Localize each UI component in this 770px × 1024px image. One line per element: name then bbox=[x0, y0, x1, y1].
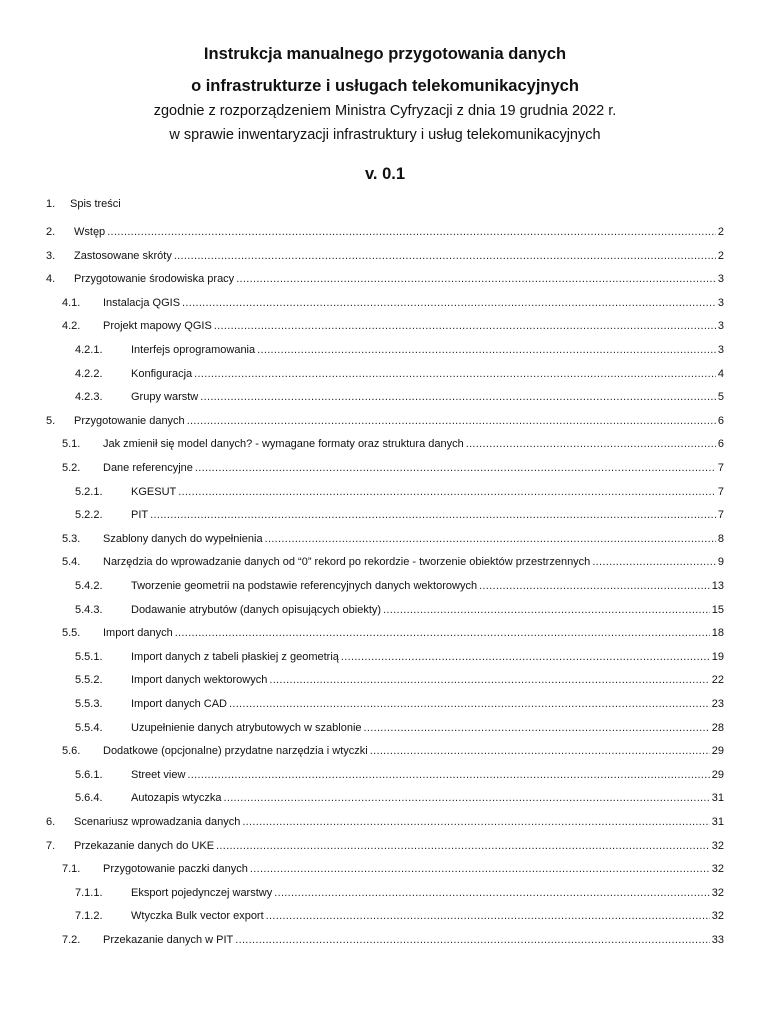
toc-entry-title: Przekazanie danych w PIT bbox=[103, 934, 234, 946]
toc-entry-page: 7 bbox=[717, 509, 724, 522]
toc-entry[interactable] bbox=[0, 555, 770, 569]
toc-entry-number: 4.1. bbox=[62, 296, 81, 309]
toc-entry-number: 5.5. bbox=[62, 627, 81, 640]
toc-dot-leader bbox=[174, 249, 716, 263]
toc-entry-number: 5.4. bbox=[62, 556, 81, 569]
toc-dot-leader bbox=[187, 768, 709, 782]
toc-entry-page: 5 bbox=[717, 391, 724, 404]
toc-entry-number: 5. bbox=[46, 414, 56, 427]
toc-entry[interactable] bbox=[0, 343, 770, 357]
toc-dot-leader bbox=[194, 367, 716, 381]
toc-entry-page: 22 bbox=[711, 674, 724, 687]
toc-entry-line bbox=[131, 650, 724, 664]
toc-entry-title: Dane referencyjne bbox=[103, 462, 193, 474]
toc-entry-line bbox=[131, 721, 724, 735]
toc-entry-page: 6 bbox=[717, 414, 724, 427]
toc-entry-number: 5.6.4. bbox=[75, 792, 103, 805]
toc-entry-number: 5.6.1. bbox=[75, 768, 103, 781]
toc-entry-line bbox=[103, 461, 724, 475]
toc-entry-title: Instalacja QGIS bbox=[103, 296, 181, 309]
toc-dot-leader bbox=[175, 626, 710, 640]
toc-dot-leader bbox=[195, 461, 716, 475]
toc-entry-line bbox=[131, 508, 724, 522]
toc-entry-number: 5.5.4. bbox=[75, 721, 103, 734]
toc-entry-number: 5.6. bbox=[62, 745, 81, 758]
toc-entry[interactable] bbox=[0, 886, 770, 900]
toc-entry-page: 29 bbox=[711, 768, 724, 781]
toc-entry-title: Interfejs oprogramowania bbox=[131, 344, 256, 356]
toc-entry-title: Grupy warstw bbox=[131, 391, 199, 404]
toc-entry-line bbox=[131, 791, 724, 805]
toc-entry[interactable] bbox=[0, 296, 770, 310]
toc-entry-title: Dodatkowe (opcjonalne) przydatne narzędzia i wtyczki bbox=[103, 745, 368, 758]
toc-dot-leader bbox=[466, 437, 716, 451]
toc-entry-page: 32 bbox=[711, 910, 724, 923]
toc-entry[interactable] bbox=[0, 909, 770, 923]
toc-entry[interactable] bbox=[0, 673, 770, 687]
toc-entry-number: 5.2.2. bbox=[75, 509, 103, 522]
toc-entry-line bbox=[74, 839, 724, 853]
toc-entry[interactable] bbox=[0, 414, 770, 428]
toc-entry[interactable] bbox=[0, 461, 770, 475]
toc-entry[interactable] bbox=[0, 579, 770, 593]
toc-heading-label: Spis treści bbox=[70, 198, 121, 210]
toc-entry-number: 4.2.1. bbox=[75, 344, 103, 356]
document-subtitle-line1: zgodnie z rozporządzeniem Ministra Cyfryzacji z dnia 19 grudnia 2022 r. bbox=[153, 103, 617, 119]
document-title-line2: o infrastrukturze i usługach telekomunikacyjnych bbox=[191, 77, 579, 95]
toc-entry-title: Wstęp bbox=[74, 226, 106, 238]
toc-entry[interactable] bbox=[0, 721, 770, 735]
toc-entry[interactable] bbox=[0, 768, 770, 782]
toc-entry-title: Import danych wektorowych bbox=[131, 674, 268, 687]
toc-entry-title: Import danych CAD bbox=[131, 698, 227, 710]
toc-entry-number: 7.1.2. bbox=[75, 910, 103, 923]
toc-entry-line bbox=[103, 532, 724, 546]
toc-entry-number: 2. bbox=[46, 226, 56, 238]
toc-entry[interactable] bbox=[0, 272, 770, 286]
toc-entry-page: 7 bbox=[717, 485, 724, 498]
toc-dot-leader bbox=[223, 791, 709, 805]
toc-dot-leader bbox=[107, 225, 716, 239]
toc-entry-line bbox=[131, 579, 724, 593]
toc-entry-title: Scenariusz wprowadzania danych bbox=[74, 816, 241, 828]
toc-entry-title: Jak zmienił się model danych? - wymagane formaty oraz struktura danych bbox=[103, 438, 464, 451]
toc-entry-line bbox=[131, 603, 724, 617]
toc-entry-title: PIT bbox=[131, 509, 149, 522]
toc-entry[interactable] bbox=[0, 626, 770, 640]
toc-dot-leader bbox=[257, 343, 716, 357]
toc-entry-page: 19 bbox=[711, 650, 724, 663]
toc-entry-line bbox=[131, 485, 724, 499]
toc-entry[interactable] bbox=[0, 603, 770, 617]
toc-entry-page: 31 bbox=[711, 792, 724, 805]
toc-entry-number: 4.2. bbox=[62, 320, 81, 333]
toc-entry-page: 18 bbox=[711, 627, 724, 640]
toc-entry-line bbox=[131, 768, 724, 782]
toc-entry-page: 2 bbox=[717, 249, 724, 262]
toc-entry-line bbox=[103, 555, 724, 569]
toc-entry-number: 5.5.2. bbox=[75, 674, 103, 687]
toc-dot-leader bbox=[479, 579, 710, 593]
toc-dot-leader bbox=[364, 721, 710, 735]
toc-dot-leader bbox=[236, 272, 716, 286]
toc-entry-title: Przygotowanie danych bbox=[74, 414, 185, 427]
toc-entry-number: 3. bbox=[46, 249, 56, 262]
toc-entry-number: 7. bbox=[46, 839, 56, 852]
toc-entry-page: 15 bbox=[711, 603, 724, 616]
toc-entry[interactable] bbox=[0, 744, 770, 758]
document-title-line1: Instrukcja manualnego przygotowania danych bbox=[203, 45, 567, 63]
toc-entry-number: 5.4.2. bbox=[75, 580, 103, 592]
toc-entry[interactable] bbox=[0, 697, 770, 711]
toc-heading bbox=[46, 197, 121, 211]
toc-dot-leader bbox=[341, 650, 710, 664]
toc-entry-number: 5.4.3. bbox=[75, 603, 103, 616]
toc-dot-leader bbox=[216, 839, 710, 853]
toc-entry-line bbox=[103, 296, 724, 310]
toc-entry[interactable] bbox=[0, 839, 770, 853]
toc-entry-title: Autozapis wtyczka bbox=[131, 792, 222, 805]
toc-entry-number: 5.5.3. bbox=[75, 698, 103, 710]
toc-entry-title: Zastosowane skróty bbox=[74, 249, 172, 262]
toc-entry-line bbox=[74, 225, 724, 239]
toc-entry[interactable] bbox=[0, 437, 770, 451]
toc-entry[interactable] bbox=[0, 791, 770, 805]
toc-dot-leader bbox=[229, 697, 710, 711]
toc-dot-leader bbox=[200, 390, 716, 404]
toc-entry[interactable] bbox=[0, 815, 770, 829]
toc-entry-title: Narzędzia do wprowadzanie danych od “0” rekord po rekordzie - tworzenie obiektów przestrzennych bbox=[103, 556, 591, 569]
toc-entry-number: 5.2. bbox=[62, 462, 81, 474]
toc-entry-line bbox=[103, 437, 724, 451]
toc-entry-title: Konfiguracja bbox=[131, 367, 193, 380]
toc-entry-line bbox=[131, 390, 724, 404]
toc-entry-number: 4. bbox=[46, 273, 56, 286]
toc-entry-number: 5.5.1. bbox=[75, 650, 103, 663]
toc-entry-page: 8 bbox=[717, 532, 724, 545]
toc-entry-page: 23 bbox=[711, 698, 724, 710]
toc-entry-line bbox=[74, 272, 724, 286]
toc-entry-title: KGESUT bbox=[131, 485, 177, 498]
toc-dot-leader bbox=[178, 485, 716, 499]
document-subtitle-line2: w sprawie inwentaryzacji infrastruktury i usług telekomunikacyjnych bbox=[169, 127, 601, 143]
toc-entry-title: Uzupełnienie danych atrybutowych w szablonie bbox=[131, 721, 362, 734]
toc-entry-page: 31 bbox=[711, 816, 724, 828]
toc-entry-page: 3 bbox=[717, 296, 724, 309]
toc-entry-line bbox=[103, 744, 724, 758]
toc-entry-title: Tworzenie geometrii na podstawie referencyjnych danych wektorowych bbox=[131, 580, 478, 592]
toc-entry-title: Dodawanie atrybutów (danych opisujących obiekty) bbox=[131, 603, 382, 616]
toc-entry[interactable] bbox=[0, 390, 770, 404]
toc-entry-page: 13 bbox=[711, 580, 724, 592]
toc-entry-title: Przekazanie danych do UKE bbox=[74, 839, 215, 852]
toc-entry-page: 9 bbox=[717, 556, 724, 569]
toc-entry[interactable] bbox=[0, 508, 770, 522]
toc-entry-title: Projekt mapowy QGIS bbox=[103, 320, 212, 333]
toc-dot-leader bbox=[150, 508, 716, 522]
toc-entry-number: 7.1. bbox=[62, 863, 81, 876]
toc-dot-leader bbox=[182, 296, 716, 310]
toc-dot-leader bbox=[214, 319, 716, 333]
toc-entry-line bbox=[131, 886, 724, 900]
toc-entry-number: 5.1. bbox=[62, 438, 81, 451]
toc-entry-page: 6 bbox=[717, 438, 724, 451]
toc-entry-page: 33 bbox=[711, 934, 724, 946]
toc-entry-page: 2 bbox=[717, 226, 724, 238]
toc-dot-leader bbox=[274, 886, 710, 900]
toc-dot-leader bbox=[370, 744, 710, 758]
toc-entry-title: Street view bbox=[131, 768, 186, 781]
toc-dot-leader bbox=[187, 414, 716, 428]
toc-entry-line bbox=[74, 815, 724, 829]
toc-entry-page: 3 bbox=[717, 273, 724, 286]
toc-dot-leader bbox=[250, 862, 710, 876]
toc-entry-title: Wtyczka Bulk vector export bbox=[131, 910, 264, 923]
toc-entry-title: Przygotowanie środowiska pracy bbox=[74, 273, 235, 286]
toc-entry-line bbox=[131, 697, 724, 711]
title-block bbox=[0, 44, 770, 184]
toc-entry-line bbox=[131, 343, 724, 357]
toc-entry-number: 6. bbox=[46, 816, 56, 828]
toc-entry-number: 5.2.1. bbox=[75, 485, 103, 498]
toc-entry-title: Import danych bbox=[103, 627, 173, 640]
toc-entry[interactable] bbox=[0, 650, 770, 664]
toc-entry-page: 7 bbox=[717, 462, 724, 474]
toc-entry[interactable] bbox=[0, 485, 770, 499]
toc-entry-line bbox=[131, 367, 724, 381]
toc-dot-leader bbox=[592, 555, 716, 569]
toc-entry-title: Przygotowanie paczki danych bbox=[103, 863, 248, 876]
toc-entry-page: 4 bbox=[717, 367, 724, 380]
toc-entry-page: 3 bbox=[717, 320, 724, 333]
toc-entry[interactable] bbox=[0, 225, 770, 239]
toc-entry-number: 5.3. bbox=[62, 532, 81, 545]
toc-entry-page: 32 bbox=[711, 839, 724, 852]
toc-entry-page: 29 bbox=[711, 745, 724, 758]
toc-dot-leader bbox=[266, 909, 710, 923]
document-version: v. 0.1 bbox=[364, 165, 406, 183]
toc-entry-line bbox=[103, 319, 724, 333]
toc-entry[interactable] bbox=[0, 249, 770, 263]
toc-entry-line bbox=[103, 933, 724, 947]
toc-entry-number: 7.2. bbox=[62, 934, 81, 946]
toc-entry[interactable] bbox=[0, 532, 770, 546]
toc-entry-number: 4.2.3. bbox=[75, 391, 103, 404]
toc-entry-title: Eksport pojedynczej warstwy bbox=[131, 886, 273, 899]
toc-entry-title: Szablony danych do wypełnienia bbox=[103, 532, 263, 545]
toc-entry-line bbox=[74, 414, 724, 428]
toc-entry-number: 4.2.2. bbox=[75, 367, 103, 380]
toc-dot-leader bbox=[242, 815, 709, 829]
toc-entry-line bbox=[103, 626, 724, 640]
toc-dot-leader bbox=[269, 673, 709, 687]
toc-entry[interactable] bbox=[0, 319, 770, 333]
toc-entry[interactable] bbox=[0, 367, 770, 381]
toc-heading-number: 1. bbox=[46, 198, 56, 210]
toc-entry-title: Import danych z tabeli płaskiej z geometrią bbox=[131, 650, 339, 663]
toc-entry[interactable] bbox=[0, 862, 770, 876]
toc-entry-line bbox=[103, 862, 724, 876]
toc-entry-line bbox=[131, 909, 724, 923]
toc-entry-page: 28 bbox=[711, 721, 724, 734]
toc-entry-page: 32 bbox=[711, 886, 724, 899]
toc-entry-page: 3 bbox=[717, 344, 724, 356]
toc-dot-leader bbox=[265, 532, 716, 546]
toc-entry-page: 32 bbox=[711, 863, 724, 876]
toc-entry-line bbox=[131, 673, 724, 687]
toc-dot-leader bbox=[383, 603, 710, 617]
toc-entry-line bbox=[74, 249, 724, 263]
toc-entry-number: 7.1.1. bbox=[75, 886, 103, 899]
toc-entry[interactable] bbox=[0, 933, 770, 947]
toc-dot-leader bbox=[235, 933, 710, 947]
